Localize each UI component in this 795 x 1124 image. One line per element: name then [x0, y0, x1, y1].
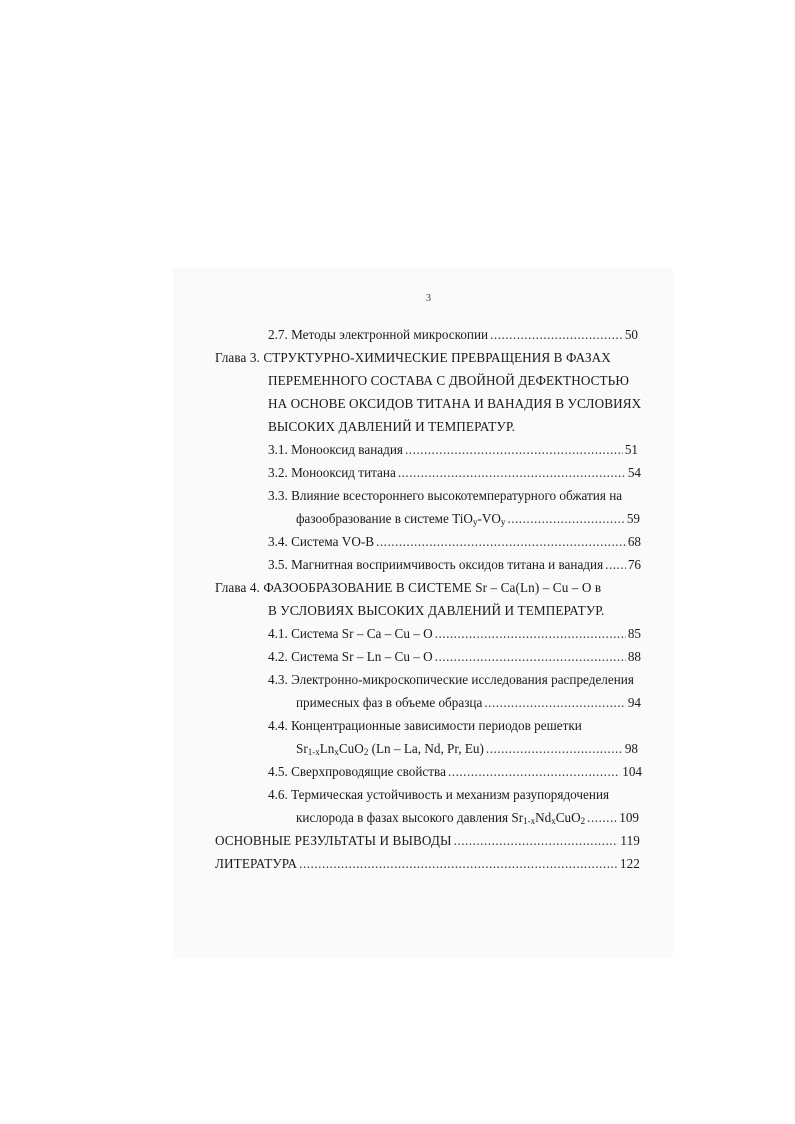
chapter-3-title-line-1[interactable]: Глава 3. СТРУКТУРНО-ХИМИЧЕСКИЕ ПРЕВРАЩЕНИЯ В ФАЗАХ [215, 350, 611, 365]
toc-entry-4-3-line-1[interactable]: 4.3. Электронно-микроскопические исследования распределения [268, 672, 634, 687]
toc-entry-3-4[interactable] [268, 531, 641, 553]
dot-leader [454, 830, 619, 852]
toc-entry-page: 59 [626, 511, 640, 526]
toc-entry-title: 4.5. Сверхпроводящие свойства [268, 764, 446, 779]
dot-leader [587, 807, 617, 829]
toc-entry-title: 3.2. Монооксид титана [268, 465, 396, 480]
toc-entry-page: 68 [627, 534, 641, 549]
dot-leader [486, 738, 623, 760]
toc-entry-title: 4.1. Система Sr – Ca – Cu – O [268, 626, 433, 641]
toc-entry-3-3-line-1[interactable]: 3.3. Влияние всестороннего высокотемпературного обжатия на [268, 488, 623, 503]
toc-entry-title: кислорода в фазах высокого давления $Sr_{1-x}Nd_xCuO_2$ [296, 810, 586, 826]
toc-entry-4-5[interactable] [268, 761, 642, 783]
toc-entry-page: 88 [627, 649, 641, 664]
dot-leader [405, 439, 623, 461]
toc-entry-title: 2.7. Методы электронной микроскопии [268, 327, 489, 342]
toc-entry-page: 76 [627, 557, 641, 572]
toc-entry-3-1[interactable] [268, 439, 638, 461]
toc-entry-page: 104 [622, 764, 642, 779]
toc-entry-2-7[interactable] [268, 324, 638, 346]
toc-entry-4-4-line-2[interactable] [296, 738, 638, 760]
page-number: 3 [426, 293, 431, 304]
toc-entry-page: 98 [624, 741, 638, 756]
toc-entry-title: примесных фаз в объеме образца [296, 695, 483, 710]
toc-entry-title: 4.2. Система Sr – Ln – Cu – O [268, 649, 433, 664]
toc-entry-page: 85 [627, 626, 641, 641]
toc-entry-4-6-line-2[interactable] [296, 807, 639, 829]
toc-entry-page: 119 [620, 833, 640, 848]
toc-entry-page: 109 [619, 810, 639, 825]
toc-entry-title: ОСНОВНЫЕ РЕЗУЛЬТАТЫ И ВЫВОДЫ [215, 833, 452, 848]
toc-entry-4-1[interactable] [268, 623, 641, 645]
toc-entry-title: 3.4. Система VO-B [268, 534, 375, 549]
toc-entry-title: 3.5. Магнитная восприимчивость оксидов титана и ванадия [268, 557, 604, 572]
dot-leader [605, 554, 626, 576]
toc-entry-title: $Sr_{1-x}Ln_xCuO_2$ (Ln – La, Nd, Pr, Eu) [296, 741, 484, 757]
toc-entry-4-2[interactable] [268, 646, 641, 668]
toc-entry-4-4-line-1[interactable]: 4.4. Концентрационные зависимости периодов решетки [268, 718, 582, 733]
toc-entry-title: ЛИТЕРАТУРА [215, 856, 298, 871]
chapter-3-title-line-3: НА ОСНОВЕ ОКСИДОВ ТИТАНА И ВАНАДИЯ В УСЛОВИЯХ [268, 396, 642, 411]
toc-entry-title: фазообразование в системе $TiO_y-VO_y$ [296, 511, 506, 527]
toc-entry-4-3-line-2[interactable] [296, 692, 641, 714]
toc-entry-3-2[interactable] [268, 462, 641, 484]
dot-leader [435, 623, 626, 645]
toc-entry-3-3-line-2[interactable] [296, 508, 640, 530]
toc-entry-3-5[interactable] [268, 554, 641, 576]
toc-entry-page: 54 [627, 465, 641, 480]
dot-leader [490, 324, 623, 346]
toc-entry-4-6-line-1[interactable]: 4.6. Термическая устойчивость и механизм разупорядочения [268, 787, 610, 802]
toc-entry-page: 51 [624, 442, 638, 457]
toc-entry-page: 94 [627, 695, 641, 710]
dot-leader [299, 853, 618, 875]
dot-leader [484, 692, 625, 714]
dot-leader [376, 531, 626, 553]
toc-entry-page: 50 [624, 327, 638, 342]
dot-leader [435, 646, 626, 668]
dot-leader [507, 508, 624, 530]
toc-entry-results[interactable] [215, 830, 640, 852]
toc-entry-literature[interactable] [215, 853, 640, 875]
toc-entry-title: 3.1. Монооксид ванадия [268, 442, 403, 457]
chapter-4-title-line-1[interactable]: Глава 4. ФАЗООБРАЗОВАНИЕ В СИСТЕМЕ Sr – Ca(Ln) – Cu – O в [215, 580, 602, 595]
chapter-3-title-line-4: ВЫСОКИХ ДАВЛЕНИЙ И ТЕМПЕРАТУР. [268, 419, 516, 434]
dot-leader [448, 761, 620, 783]
toc-entry-page: 122 [619, 856, 640, 871]
chapter-3-title-line-2: ПЕРЕМЕННОГО СОСТАВА С ДВОЙНОЙ ДЕФЕКТНОСТЬЮ [268, 373, 629, 388]
chapter-4-title-line-2: В УСЛОВИЯХ ВЫСОКИХ ДАВЛЕНИЙ И ТЕМПЕРАТУР. [268, 603, 605, 618]
dot-leader [398, 462, 626, 484]
